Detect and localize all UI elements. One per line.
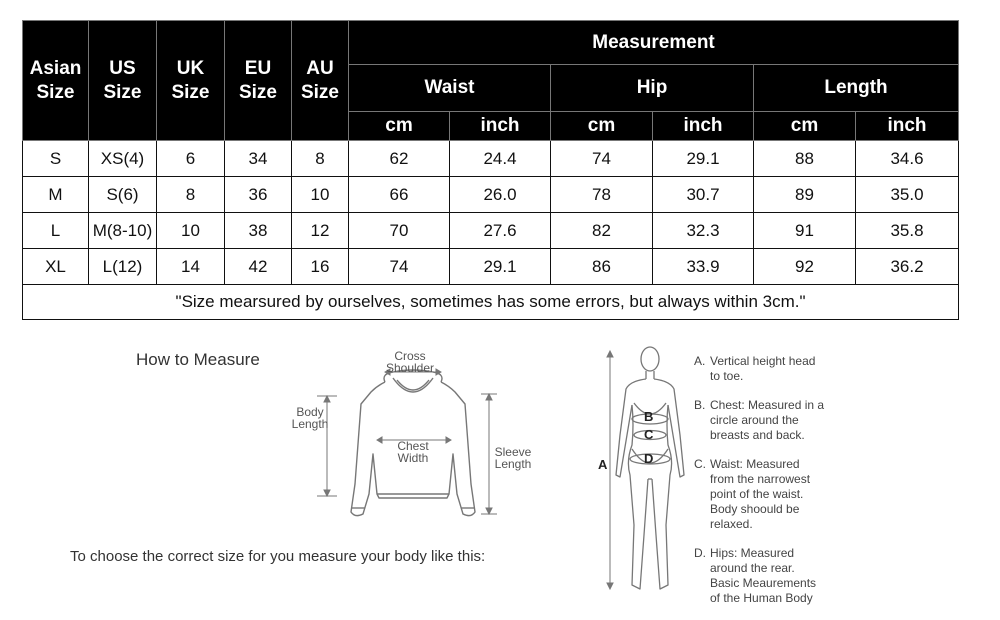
table-cell: L [23,213,89,249]
sleeve-length-label: Sleeve Length [494,445,532,471]
measurement-legend [694,354,944,620]
table-note-row [23,285,959,320]
legend-item-b: B. Chest: Measured in a circle around the breasts and back. [694,398,825,442]
cross-shoulder-label: Cross Shoulder [385,349,435,375]
table-cell: 36.2 [856,249,959,285]
table-cell: M [23,177,89,213]
header-measurement: Measurement [349,21,959,65]
table-cell: 35.0 [856,177,959,213]
header-us-size: US Size [89,21,157,141]
table-cell: 88 [754,141,856,177]
table-cell: XS(4) [89,141,157,177]
table-cell: 10 [157,213,225,249]
header-length: Length [754,65,959,112]
table-cell: 74 [349,249,450,285]
table-cell: M(8-10) [89,213,157,249]
header-hip: Hip [551,65,754,112]
table-cell: 35.8 [856,213,959,249]
body-letter-a: A [598,457,608,472]
table-cell: 36 [225,177,292,213]
table-row [23,177,959,213]
table-header-row [23,21,959,65]
table-row [23,249,959,285]
header-eu-size: EU Size [225,21,292,141]
chest-width-label: Chest Width [397,439,429,465]
table-cell: 78 [551,177,653,213]
table-cell: 32.3 [653,213,754,249]
table-cell: 6 [157,141,225,177]
table-cell: 29.1 [653,141,754,177]
table-cell: S(6) [89,177,157,213]
body-letter-d: D [644,451,654,466]
table-cell: 26.0 [450,177,551,213]
table-cell: 70 [349,213,450,249]
table-row [23,213,959,249]
table-cell: L(12) [89,249,157,285]
table-cell: XL [23,249,89,285]
legend-item-c: C. Waist: Measured from the narrowest point of the waist. Body shoould be relaxed. [694,457,811,531]
body-measurement-figure [590,345,690,607]
garment-diagram [285,344,545,524]
table-cell: 62 [349,141,450,177]
header-unit: cm [551,112,653,141]
table-cell: 89 [754,177,856,213]
table-cell: 86 [551,249,653,285]
table-cell: 38 [225,213,292,249]
table-cell: 8 [292,141,349,177]
size-chart-table [22,20,959,320]
table-row [23,141,959,177]
measure-instruction: To choose the correct size for you measure your body like this: [70,548,486,565]
table-cell: 10 [292,177,349,213]
table-cell: 27.6 [450,213,551,249]
header-waist: Waist [349,65,551,112]
table-cell: 30.7 [653,177,754,213]
header-uk-size: UK Size [157,21,225,141]
table-cell: 29.1 [450,249,551,285]
legend-item-d: D. Hips: Measured around the rear. Basic Meaurements of the Human Body [694,546,817,605]
table-cell: 74 [551,141,653,177]
table-cell: 16 [292,249,349,285]
table-cell: 8 [157,177,225,213]
header-unit: cm [349,112,450,141]
how-to-measure-title: How to Measure [136,350,260,369]
table-cell: 12 [292,213,349,249]
table-cell: 66 [349,177,450,213]
body-length-label: Body Length [291,405,329,431]
table-cell: 82 [551,213,653,249]
table-cell: 34.6 [856,141,959,177]
header-unit: inch [450,112,551,141]
table-cell: 92 [754,249,856,285]
legend-item-a: A. Vertical height head to toe. [694,354,816,383]
header-unit: cm [754,112,856,141]
header-asian-size: Asian Size [23,21,89,141]
header-unit: inch [856,112,959,141]
measurement-note: "Size mearsured by ourselves, sometimes has some errors, but always within 3cm." [23,285,959,320]
table-cell: 42 [225,249,292,285]
human-body-icon [590,345,690,607]
table-cell: S [23,141,89,177]
body-letter-b: B [644,409,654,424]
body-letter-c: C [644,427,654,442]
header-unit: inch [653,112,754,141]
table-cell: 33.9 [653,249,754,285]
table-cell: 14 [157,249,225,285]
table-cell: 34 [225,141,292,177]
table-cell: 24.4 [450,141,551,177]
table-cell: 91 [754,213,856,249]
header-au-size: AU Size [292,21,349,141]
